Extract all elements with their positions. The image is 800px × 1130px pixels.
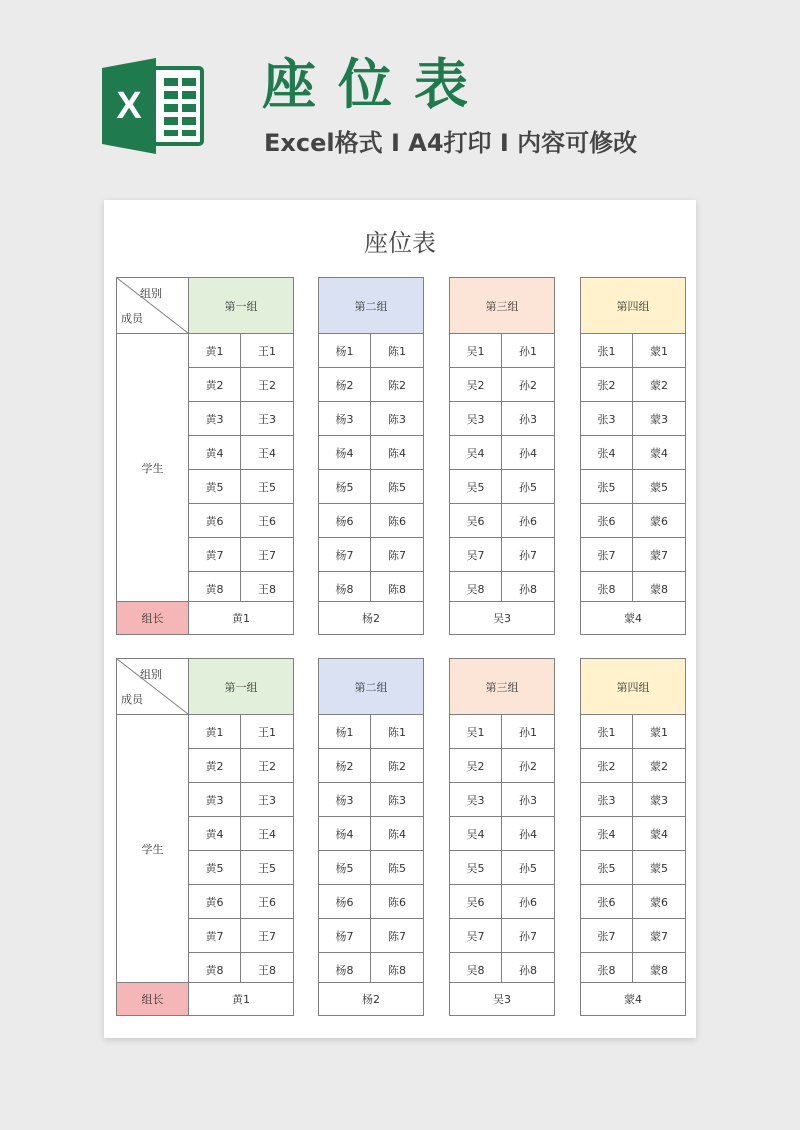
seat-cell[interactable]: 张4 <box>580 435 633 470</box>
seat-cell[interactable]: 黄6 <box>188 884 241 919</box>
seat-cell[interactable]: 王2 <box>240 748 294 783</box>
seat-cell[interactable]: 黄1 <box>188 333 241 368</box>
seat-cell[interactable]: 孙4 <box>501 435 555 470</box>
seat-cell[interactable]: 张2 <box>580 367 633 402</box>
seat-cell[interactable]: 蒙1 <box>632 714 686 749</box>
excel-icon <box>102 58 206 154</box>
seat-cell[interactable]: 张5 <box>580 850 633 885</box>
seat-cell[interactable]: 杨8 <box>318 571 371 606</box>
seat-cell[interactable]: 陈5 <box>370 469 424 504</box>
seat-cell[interactable]: 吴1 <box>449 333 502 368</box>
group-leader-cell[interactable]: 蒙4 <box>580 982 686 1016</box>
seat-cell[interactable]: 张3 <box>580 401 633 436</box>
student-label[interactable]: 学生 <box>116 714 189 983</box>
seat-cell[interactable]: 陈1 <box>370 333 424 368</box>
seat-cell[interactable]: 孙6 <box>501 884 555 919</box>
seat-cell[interactable]: 杨1 <box>318 714 371 749</box>
page-title: 座位表 <box>262 53 490 116</box>
seat-cell[interactable]: 杨1 <box>318 333 371 368</box>
seat-cell[interactable]: 陈1 <box>370 714 424 749</box>
seat-cell[interactable]: 黄8 <box>188 952 241 987</box>
seat-cell[interactable]: 陈8 <box>370 571 424 606</box>
group-leader-cell[interactable]: 吴3 <box>449 601 555 635</box>
seat-cell[interactable]: 王5 <box>240 850 294 885</box>
seat-cell[interactable]: 王7 <box>240 537 294 572</box>
seat-cell[interactable]: 吴8 <box>449 571 502 606</box>
seat-cell[interactable]: 蒙3 <box>632 401 686 436</box>
seat-cell[interactable]: 孙5 <box>501 469 555 504</box>
seat-cell[interactable]: 张1 <box>580 333 633 368</box>
seat-cell[interactable]: 陈7 <box>370 918 424 953</box>
seat-cell[interactable]: 孙1 <box>501 333 555 368</box>
seat-cell[interactable]: 蒙5 <box>632 469 686 504</box>
seat-cell[interactable]: 杨5 <box>318 850 371 885</box>
seat-cell[interactable]: 蒙5 <box>632 850 686 885</box>
group-header[interactable]: 第二组 <box>318 277 424 334</box>
seat-cell[interactable]: 杨8 <box>318 952 371 987</box>
seat-cell[interactable]: 蒙7 <box>632 918 686 953</box>
seat-cell[interactable]: 张8 <box>580 571 633 606</box>
seat-cell[interactable]: 吴6 <box>449 884 502 919</box>
leader-label[interactable]: 组长 <box>116 982 189 1016</box>
seat-cell[interactable]: 王7 <box>240 918 294 953</box>
seating-table-2 <box>104 658 696 1018</box>
seat-cell[interactable]: 蒙7 <box>632 537 686 572</box>
seat-cell[interactable]: 陈6 <box>370 503 424 538</box>
group-header[interactable]: 第三组 <box>449 658 555 715</box>
seat-cell[interactable]: 吴1 <box>449 714 502 749</box>
seat-cell[interactable]: 杨7 <box>318 537 371 572</box>
group-header[interactable]: 第一组 <box>188 277 294 334</box>
seat-cell[interactable]: 王8 <box>240 952 294 987</box>
group-leader-cell[interactable]: 吴3 <box>449 982 555 1016</box>
seat-cell[interactable]: 王3 <box>240 401 294 436</box>
seat-cell[interactable]: 王2 <box>240 367 294 402</box>
seat-cell[interactable]: 张8 <box>580 952 633 987</box>
seat-cell[interactable]: 黄4 <box>188 816 241 851</box>
seat-cell[interactable]: 黄2 <box>188 748 241 783</box>
group-header[interactable]: 第二组 <box>318 658 424 715</box>
seat-cell[interactable]: 蒙3 <box>632 782 686 817</box>
seat-cell[interactable]: 陈7 <box>370 537 424 572</box>
seat-cell[interactable]: 孙3 <box>501 782 555 817</box>
seat-cell[interactable]: 王1 <box>240 333 294 368</box>
seat-cell[interactable]: 杨2 <box>318 367 371 402</box>
group-header[interactable]: 第一组 <box>188 658 294 715</box>
seat-cell[interactable]: 黄7 <box>188 537 241 572</box>
seat-cell[interactable]: 王1 <box>240 714 294 749</box>
seat-cell[interactable]: 蒙8 <box>632 571 686 606</box>
seat-cell[interactable]: 陈4 <box>370 816 424 851</box>
seat-cell[interactable]: 黄3 <box>188 782 241 817</box>
seat-cell[interactable]: 陈2 <box>370 748 424 783</box>
seat-cell[interactable]: 张7 <box>580 918 633 953</box>
seat-cell[interactable]: 吴7 <box>449 537 502 572</box>
seat-cell[interactable]: 蒙4 <box>632 816 686 851</box>
corner-group-label: 组别 <box>140 668 162 681</box>
seat-cell[interactable]: 蒙1 <box>632 333 686 368</box>
seat-cell[interactable]: 杨6 <box>318 503 371 538</box>
page-subtitle: Excel格式 I A4打印 I 内容可修改 <box>264 129 638 157</box>
corner-header <box>116 658 189 715</box>
seat-cell[interactable]: 黄4 <box>188 435 241 470</box>
seat-cell[interactable]: 蒙6 <box>632 884 686 919</box>
seat-cell[interactable]: 杨4 <box>318 435 371 470</box>
seating-table-1 <box>104 277 696 637</box>
seat-cell[interactable]: 蒙6 <box>632 503 686 538</box>
seat-cell[interactable]: 张2 <box>580 748 633 783</box>
seat-cell[interactable]: 陈3 <box>370 401 424 436</box>
seat-cell[interactable]: 王3 <box>240 782 294 817</box>
seat-cell[interactable]: 吴4 <box>449 435 502 470</box>
seat-cell[interactable]: 王8 <box>240 571 294 606</box>
seat-cell[interactable]: 吴5 <box>449 469 502 504</box>
group-header[interactable]: 第四组 <box>580 277 686 334</box>
seat-cell[interactable]: 黄5 <box>188 469 241 504</box>
seat-cell[interactable]: 吴7 <box>449 918 502 953</box>
seat-cell[interactable]: 黄8 <box>188 571 241 606</box>
seat-cell[interactable]: 孙8 <box>501 952 555 987</box>
seat-cell[interactable]: 杨6 <box>318 884 371 919</box>
seat-cell[interactable]: 孙3 <box>501 401 555 436</box>
seat-cell[interactable]: 陈2 <box>370 367 424 402</box>
logo-letter: X <box>116 85 142 127</box>
seat-cell[interactable]: 孙7 <box>501 537 555 572</box>
seat-cell[interactable]: 陈5 <box>370 850 424 885</box>
corner-header <box>116 277 189 334</box>
seat-cell[interactable]: 吴8 <box>449 952 502 987</box>
seat-cell[interactable]: 吴5 <box>449 850 502 885</box>
seat-cell[interactable]: 王6 <box>240 503 294 538</box>
seat-cell[interactable]: 黄6 <box>188 503 241 538</box>
seat-cell[interactable]: 孙2 <box>501 748 555 783</box>
group-leader-cell[interactable]: 杨2 <box>318 982 424 1016</box>
seat-cell[interactable]: 孙1 <box>501 714 555 749</box>
seat-cell[interactable]: 陈3 <box>370 782 424 817</box>
seat-cell[interactable]: 张5 <box>580 469 633 504</box>
group-leader-cell[interactable]: 杨2 <box>318 601 424 635</box>
seat-cell[interactable]: 吴3 <box>449 401 502 436</box>
seat-cell[interactable]: 吴3 <box>449 782 502 817</box>
seat-cell[interactable]: 张7 <box>580 537 633 572</box>
seat-cell[interactable]: 陈8 <box>370 952 424 987</box>
seat-cell[interactable]: 王4 <box>240 435 294 470</box>
seat-cell[interactable]: 杨7 <box>318 918 371 953</box>
group-header[interactable]: 第四组 <box>580 658 686 715</box>
seat-cell[interactable]: 吴2 <box>449 748 502 783</box>
seat-cell[interactable]: 黄2 <box>188 367 241 402</box>
seat-cell[interactable]: 张6 <box>580 884 633 919</box>
seat-cell[interactable]: 陈6 <box>370 884 424 919</box>
seat-cell[interactable]: 吴2 <box>449 367 502 402</box>
seat-cell[interactable]: 王4 <box>240 816 294 851</box>
seat-cell[interactable]: 陈4 <box>370 435 424 470</box>
seat-cell[interactable]: 杨4 <box>318 816 371 851</box>
seat-cell[interactable]: 蒙8 <box>632 952 686 987</box>
seat-cell[interactable]: 张4 <box>580 816 633 851</box>
seat-cell[interactable]: 张3 <box>580 782 633 817</box>
group-leader-cell[interactable]: 黄1 <box>188 601 294 635</box>
seat-cell[interactable]: 杨3 <box>318 782 371 817</box>
seat-cell[interactable]: 孙4 <box>501 816 555 851</box>
seat-cell[interactable]: 王6 <box>240 884 294 919</box>
seat-cell[interactable]: 孙6 <box>501 503 555 538</box>
leader-label[interactable]: 组长 <box>116 601 189 635</box>
seat-cell[interactable]: 蒙4 <box>632 435 686 470</box>
seat-cell[interactable]: 孙8 <box>501 571 555 606</box>
corner-member-label: 成员 <box>121 693 143 706</box>
seat-cell[interactable]: 孙2 <box>501 367 555 402</box>
seat-cell[interactable]: 黄1 <box>188 714 241 749</box>
seat-cell[interactable]: 黄5 <box>188 850 241 885</box>
group-leader-cell[interactable]: 蒙4 <box>580 601 686 635</box>
seat-cell[interactable]: 张6 <box>580 503 633 538</box>
seat-cell[interactable]: 王5 <box>240 469 294 504</box>
seat-cell[interactable]: 黄3 <box>188 401 241 436</box>
seat-cell[interactable]: 吴4 <box>449 816 502 851</box>
seat-cell[interactable]: 杨2 <box>318 748 371 783</box>
seat-cell[interactable]: 张1 <box>580 714 633 749</box>
seat-cell[interactable]: 孙5 <box>501 850 555 885</box>
group-leader-cell[interactable]: 黄1 <box>188 982 294 1016</box>
seat-cell[interactable]: 蒙2 <box>632 748 686 783</box>
seat-cell[interactable]: 蒙2 <box>632 367 686 402</box>
seat-cell[interactable]: 杨3 <box>318 401 371 436</box>
seat-cell[interactable]: 黄7 <box>188 918 241 953</box>
seat-cell[interactable]: 杨5 <box>318 469 371 504</box>
corner-group-label: 组别 <box>140 287 162 300</box>
student-label[interactable]: 学生 <box>116 333 189 602</box>
sheet-title: 座位表 <box>364 229 436 257</box>
seating-sheet <box>104 200 696 1038</box>
seat-cell[interactable]: 孙7 <box>501 918 555 953</box>
group-header[interactable]: 第三组 <box>449 277 555 334</box>
seat-cell[interactable]: 吴6 <box>449 503 502 538</box>
corner-member-label: 成员 <box>121 312 143 325</box>
